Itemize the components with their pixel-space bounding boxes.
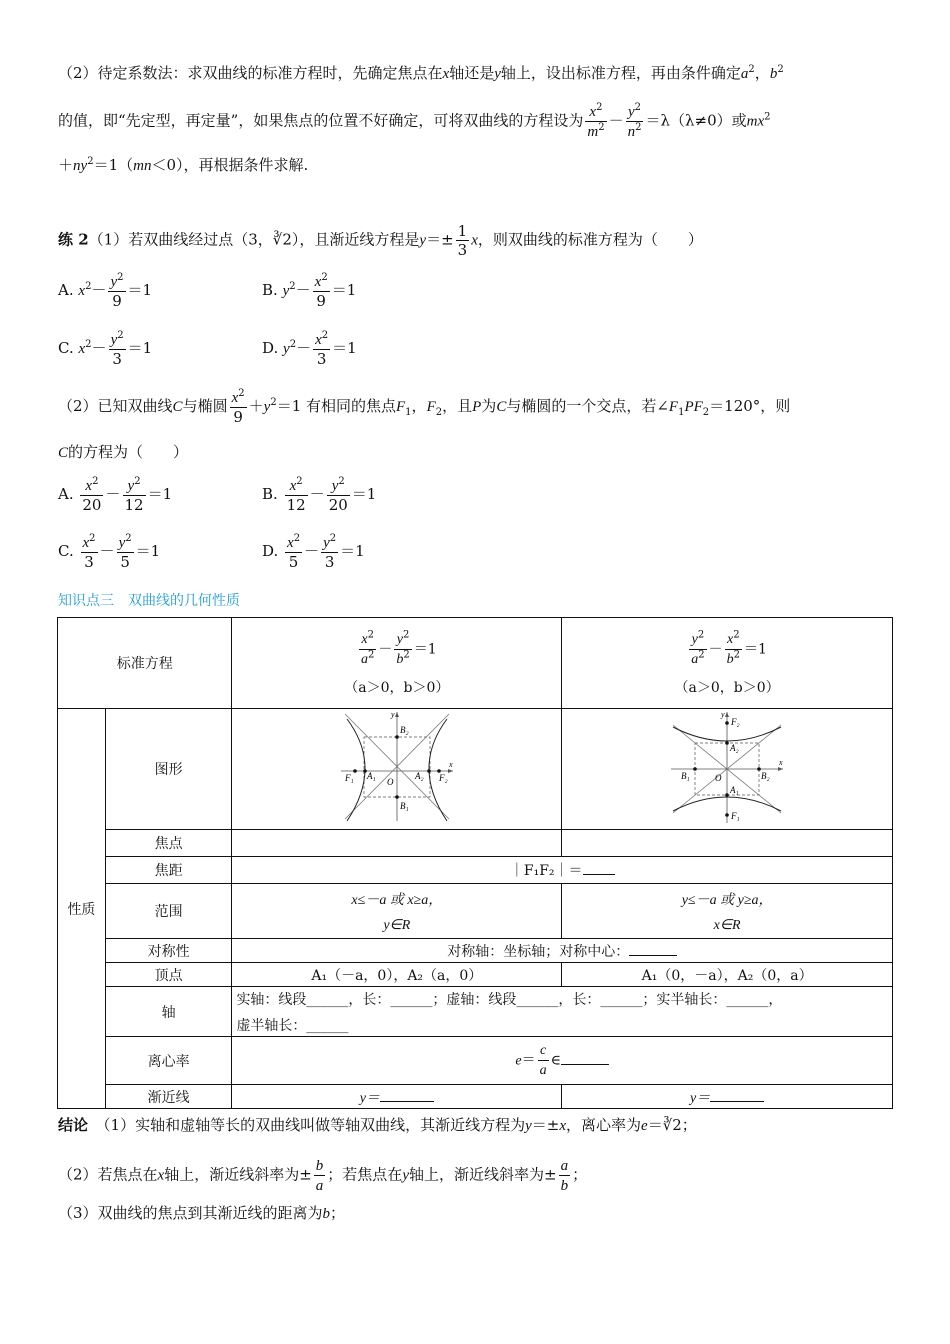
- svg-text:F₂: F₂: [731, 717, 740, 727]
- option-c[interactable]: C. $x^2-$ $\frac{y^2}{3}$ ＝1: [58, 330, 153, 368]
- hyperbola-y-figure: [562, 709, 893, 830]
- exercise-label: 练 2: [58, 230, 89, 249]
- table-row: [58, 939, 893, 963]
- conclusion-text: 轴上，渐近线斜率为±: [164, 1165, 312, 1184]
- question-text: 与椭圆: [182, 397, 228, 415]
- asymptote-text: y＝: [359, 1090, 380, 1106]
- range-cell-right: [562, 884, 893, 939]
- exercise-q2-cont: C的方程为（ ）: [58, 443, 189, 461]
- fraction: $\frac{1}{3}$: [457, 222, 468, 259]
- hyperbola-x-figure: [232, 709, 562, 830]
- option-d[interactable]: D. $y^2-$ $\frac{x^2}{3}$ ＝1: [262, 330, 357, 368]
- focal-text: ｜F₁F₂｜＝: [509, 863, 583, 879]
- row-label: 顶点: [105, 963, 232, 987]
- option-label: A.: [58, 281, 74, 299]
- svg-text:B₁: B₁: [681, 771, 690, 781]
- properties-table: [57, 617, 893, 1109]
- table-row: [58, 1085, 893, 1109]
- range-text: x≤－a 或 x≥a，: [351, 892, 443, 908]
- section-heading: 知识点三 双曲线的几何性质: [58, 593, 240, 609]
- row-label: 焦距: [105, 857, 232, 884]
- vertex-cell-right: A₁（0，－a），A₂（0，a）: [562, 963, 893, 987]
- row-label: 焦点: [105, 830, 232, 857]
- asymptote-text: y＝: [689, 1090, 711, 1106]
- option-label: B.: [262, 485, 278, 503]
- row-label: 轴: [105, 987, 232, 1037]
- table-row: [58, 857, 893, 884]
- method-line-1: （2）待定系数法：求双曲线的标准方程时，先确定焦点在x轴还是y轴上，设出标准方程，再由条件确定$a^2$，$b^2$: [58, 64, 784, 82]
- focus-cell-right: [562, 830, 893, 857]
- svg-text:x: x: [779, 758, 783, 767]
- svg-text:y: y: [390, 710, 395, 719]
- svg-text:F₁: F₁: [344, 773, 354, 783]
- option-label: D.: [262, 339, 279, 357]
- question-text: （2）已知双曲线: [58, 397, 173, 415]
- svg-text:B₂: B₂: [761, 771, 770, 781]
- svg-text:A₁: A₁: [730, 785, 739, 795]
- svg-text:O: O: [715, 773, 722, 783]
- range-cell-left: [232, 884, 562, 939]
- method-text: 轴上，设出标准方程，再由条件确定: [500, 64, 741, 82]
- conclusion-text: （1）实轴和虚轴等长的双曲线叫做等轴双曲线，其渐近线方程为: [103, 1116, 526, 1134]
- option-b[interactable]: B. $y^2-$ $\frac{x^2}{9}$ ＝1: [262, 272, 357, 310]
- option-label: B.: [262, 281, 278, 299]
- conclusion-1: 结论 （1）实轴和虚轴等长的双曲线叫做等轴双曲线，其渐近线方程为y＝±x，离心率为e＝∛2；: [58, 1116, 697, 1134]
- properties-label: 性质: [58, 709, 106, 1109]
- conclusion-text: （2）若焦点在: [58, 1165, 158, 1184]
- method-text: （2）待定系数法：求双曲线的标准方程时，先确定焦点在: [58, 64, 443, 82]
- row-label: 离心率: [105, 1037, 232, 1085]
- question-text: ，则双曲线的标准方程为（ ）: [477, 230, 703, 249]
- svg-text:A₂: A₂: [730, 743, 739, 753]
- condition-text: （a＞0，b＞0）: [344, 679, 450, 696]
- hyperbola-x-graph: [337, 709, 457, 825]
- option-a[interactable]: A. $\frac{x^2}{20}$ － $\frac{y^2}{12}$ ＝1: [58, 476, 173, 514]
- method-line-3: $+ny^2=1(mn<0)$，再根据条件求解.: [58, 156, 309, 174]
- svg-text:B₁: B₁: [399, 801, 409, 811]
- question-text: 与椭圆的一个交点，若∠: [506, 397, 669, 415]
- method-text: ＜0），再根据条件求解.: [151, 156, 309, 174]
- option-label: C.: [58, 339, 74, 357]
- method-text: ＝1（: [93, 156, 134, 174]
- row-label: 渐近线: [105, 1085, 232, 1109]
- option-d[interactable]: D. $\frac{x^2}{5}$ － $\frac{y^2}{3}$ ＝1: [262, 533, 365, 571]
- option-label: A.: [58, 485, 74, 503]
- symmetry-text: 对称轴：坐标轴；对称中心：: [447, 943, 630, 960]
- range-text: y≤－a 或 y≥a，: [681, 892, 773, 908]
- svg-text:x: x: [448, 760, 453, 769]
- focus-cell-left: [232, 830, 562, 857]
- row-label: 对称性: [105, 939, 232, 963]
- question-text: ），且渐近线方程是: [291, 230, 420, 249]
- svg-text:y: y: [721, 710, 725, 719]
- row-label: 范围: [105, 884, 232, 939]
- svg-text:O: O: [386, 777, 394, 787]
- conclusion-label: 结论: [58, 1116, 89, 1134]
- option-a[interactable]: A. $x^2-$ $\frac{y^2}{9}$ ＝1: [58, 272, 153, 310]
- row-label: 图形: [105, 709, 232, 830]
- exercise-q1: 练 2（1）若双曲线经过点（3，∛2），且渐近线方程是y＝± $\frac{1}{3}$ x，则双曲线的标准方程为（ ）: [58, 222, 703, 259]
- exercise-q2: （2）已知双曲线C与椭圆 $\frac{x^2}{9}$ $+y^2=1$ 有相同的焦点$F_1$，$F_2$，且P为C与椭圆的一个交点，若$\angle F_1PF_2=120^\circ$，则: [58, 388, 791, 426]
- hyperbola-y-graph: [667, 709, 787, 825]
- option-label: C.: [58, 542, 74, 560]
- table-row: [58, 987, 893, 1037]
- symmetry-cell: [232, 939, 893, 963]
- table-row: [58, 618, 893, 709]
- focal-distance-cell: [232, 857, 893, 884]
- fraction: $\frac{y^2}{n^2}$: [627, 102, 642, 140]
- method-text: （: [669, 111, 685, 130]
- method-text: ≠0）或: [694, 111, 747, 130]
- range-text: y∈R: [383, 917, 411, 933]
- table-row: [58, 709, 893, 830]
- table-row: [58, 830, 893, 857]
- question-text: 的方程为（ ）: [68, 443, 189, 461]
- axis-text: 实轴：线段______，长：______；虚轴：线段______，长：______；实半轴长：______，: [236, 991, 783, 1008]
- conclusion-text: （3）双曲线的焦点到其渐近线的距离为: [58, 1204, 323, 1222]
- conclusion-text: ；若焦点在: [327, 1165, 403, 1184]
- asymptote-cell-left: [232, 1085, 562, 1109]
- conclusion-2: （2）若焦点在x轴上，渐近线斜率为± $\frac{b}{a}$ ；若焦点在y轴上，渐近线斜率为± $\frac{a}{b}$ ；: [58, 1158, 588, 1194]
- condition-text: （a＞0，b＞0）: [674, 679, 780, 696]
- svg-text:A₁: A₁: [366, 771, 376, 781]
- question-text: ，且: [442, 397, 473, 415]
- eccentricity-cell: e＝ $\frac{c}{a}$ ∈: [232, 1037, 893, 1085]
- question-text: 为: [481, 397, 497, 415]
- asymptote-cell-right: [562, 1085, 893, 1109]
- vertex-cell-left: A₁（－a，0），A₂（a，0）: [232, 963, 562, 987]
- table-row: [58, 963, 893, 987]
- std-eq-label: 标准方程: [58, 618, 232, 709]
- question-text: ＝1 有相同的焦点: [276, 397, 396, 415]
- table-row: [58, 1037, 893, 1085]
- svg-text:F₁: F₁: [731, 811, 740, 821]
- conclusion-text: ，离心率为: [566, 1116, 642, 1134]
- range-text: x∈R: [713, 917, 741, 933]
- option-c[interactable]: C. $\frac{x^2}{3}$ － $\frac{y^2}{5}$ ＝1: [58, 533, 161, 571]
- svg-text:B₂: B₂: [399, 725, 409, 735]
- std-eq-y-axis: $\frac{y^2}{a^2}$ － $\frac{x^2}{b^2}$ ＝1 （a＞0，b＞0）: [562, 618, 893, 709]
- fraction: $\frac{x^2}{m^2}$: [587, 102, 605, 140]
- question-text: （1）若双曲线经过点（3，: [88, 230, 273, 249]
- method-text: 轴还是: [449, 64, 495, 82]
- method-line-2: 的值，即“先定型，再定量”，如果焦点的位置不好确定，可将双曲线的方程设为 $\frac{x^2}{m^2}$ － $\frac{y^2}{n^2}$ ＝λ（λ≠0）或$mx^2$: [58, 102, 771, 140]
- axis-cell: [232, 987, 893, 1037]
- method-text: 的值，即“先定型，再定量”，如果焦点的位置不好确定，可将双曲线的方程设为: [58, 111, 584, 130]
- svg-text:A₂: A₂: [414, 771, 424, 781]
- fraction: $\frac{x^2}{9}$: [231, 388, 245, 426]
- svg-text:F₂: F₂: [438, 773, 448, 783]
- conclusion-3: （3）双曲线的焦点到其渐近线的距离为b；: [58, 1204, 346, 1222]
- std-eq-x-axis: $\frac{x^2}{a^2}$ － $\frac{y^2}{b^2}$ ＝1 （a＞0，b＞0）: [232, 618, 562, 709]
- option-b[interactable]: B. $\frac{x^2}{12}$ － $\frac{y^2}{20}$ ＝1: [262, 476, 377, 514]
- question-text: ＝120°，则: [709, 397, 791, 415]
- conclusion-text: 轴上，渐近线斜率为±: [408, 1165, 557, 1184]
- axis-text: 虚半轴长：______: [236, 1017, 349, 1034]
- table-row: [58, 884, 893, 939]
- option-label: D.: [262, 542, 279, 560]
